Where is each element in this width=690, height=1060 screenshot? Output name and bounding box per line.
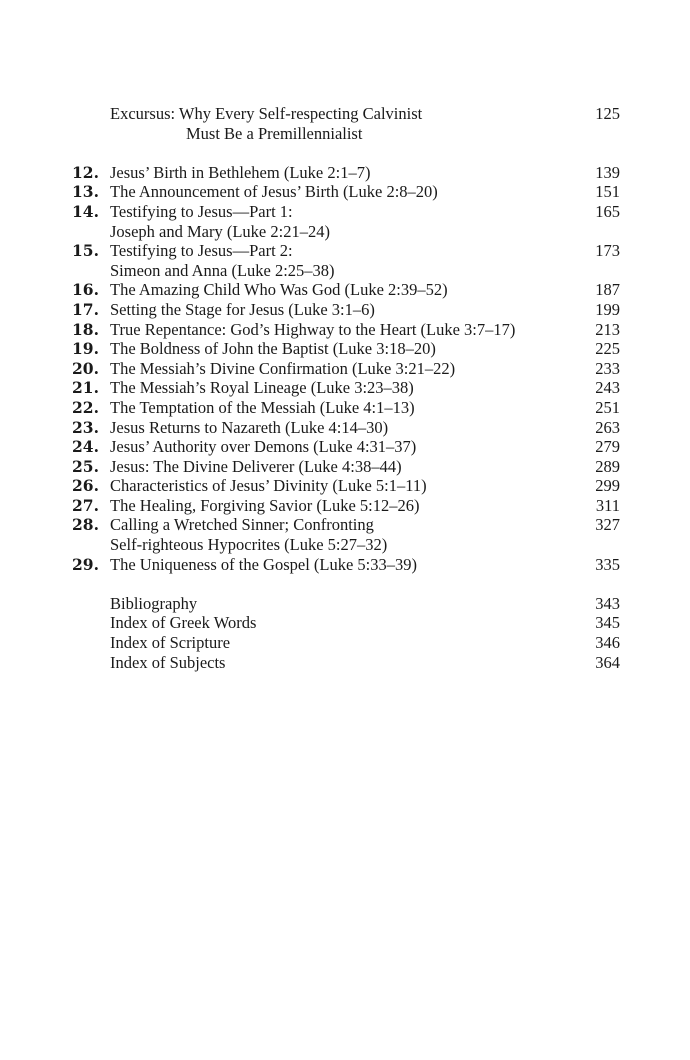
entry-page: 343 bbox=[595, 593, 620, 613]
entry-title: Jesus Returns to Nazareth (Luke 4:14–30) bbox=[110, 417, 389, 437]
entry-page: 173 bbox=[595, 241, 620, 261]
entry-number: 28. bbox=[72, 515, 99, 535]
entry-number: 17. bbox=[72, 299, 99, 319]
entry-number: 19. bbox=[72, 339, 99, 359]
toc-entry[interactable] bbox=[72, 476, 620, 496]
entry-title: Characteristics of Jesus’ Divinity (Luke 5:1–11) bbox=[110, 476, 427, 496]
spacer bbox=[72, 143, 620, 163]
entry-title: Setting the Stage for Jesus (Luke 3:1–6) bbox=[110, 299, 375, 319]
spacer bbox=[72, 574, 620, 594]
entry-page: 243 bbox=[595, 378, 620, 398]
entry-number: 27. bbox=[72, 495, 99, 515]
toc-entry[interactable] bbox=[72, 633, 620, 653]
entry-number: 29. bbox=[72, 554, 99, 574]
toc-entry[interactable] bbox=[72, 398, 620, 418]
back-matter-list bbox=[72, 594, 620, 672]
toc-entry[interactable] bbox=[72, 241, 620, 280]
toc-entry[interactable] bbox=[72, 339, 620, 359]
entry-title: The Announcement of Jesus’ Birth (Luke 2:8–20) bbox=[110, 182, 438, 202]
entry-page: 139 bbox=[595, 162, 620, 182]
entry-page: 299 bbox=[595, 476, 620, 496]
entry-number: 22. bbox=[72, 397, 99, 417]
entry-page: 335 bbox=[595, 554, 620, 574]
entry-number: 26. bbox=[72, 476, 99, 496]
entry-title: Jesus’ Authority over Demons (Luke 4:31–37) bbox=[110, 437, 417, 457]
entry-number: 15. bbox=[72, 241, 99, 261]
entry-page: 125 bbox=[595, 104, 620, 123]
table-of-contents bbox=[72, 104, 620, 672]
entry-page: 263 bbox=[595, 417, 620, 437]
entry-page: 199 bbox=[595, 299, 620, 319]
entry-page: 251 bbox=[595, 397, 620, 417]
entry-number: 20. bbox=[72, 358, 99, 378]
toc-entry[interactable] bbox=[72, 555, 620, 575]
toc-entry[interactable] bbox=[72, 300, 620, 320]
toc-entry[interactable] bbox=[72, 280, 620, 300]
entry-number: 25. bbox=[72, 456, 99, 476]
entry-title: Testifying to Jesus—Part 2: Simeon and Anna (Luke 2:25–38) bbox=[110, 241, 335, 280]
entry-page: 233 bbox=[595, 358, 620, 378]
entry-number: 21. bbox=[72, 378, 99, 398]
toc-entry[interactable] bbox=[72, 457, 620, 477]
entry-page: 187 bbox=[595, 280, 620, 300]
entry-title: Bibliography bbox=[110, 593, 198, 613]
toc-entry[interactable] bbox=[72, 418, 620, 438]
entry-page: 165 bbox=[595, 201, 620, 221]
entry-title: The Messiah’s Royal Lineage (Luke 3:23–38) bbox=[110, 378, 414, 398]
entry-number: 23. bbox=[72, 417, 99, 437]
toc-entry-excursus[interactable] bbox=[72, 104, 620, 143]
entry-page: 213 bbox=[595, 319, 620, 339]
toc-entry[interactable] bbox=[72, 515, 620, 554]
chapter-list bbox=[72, 163, 620, 574]
toc-entry[interactable] bbox=[72, 653, 620, 673]
entry-page: 289 bbox=[595, 456, 620, 476]
entry-page: 225 bbox=[595, 339, 620, 359]
entry-title: Index of Subjects bbox=[110, 652, 226, 672]
entry-page: 346 bbox=[595, 633, 620, 653]
toc-entry[interactable] bbox=[72, 594, 620, 614]
toc-entry[interactable] bbox=[72, 613, 620, 633]
entry-page: 364 bbox=[595, 652, 620, 672]
entry-title: The Uniqueness of the Gospel (Luke 5:33–39) bbox=[110, 554, 418, 574]
entry-title: Excursus: Why Every Self-respecting Calvinist Must Be a Premillennialist bbox=[110, 104, 423, 143]
toc-entry[interactable] bbox=[72, 202, 620, 241]
entry-page: 151 bbox=[595, 182, 620, 202]
entry-number: 13. bbox=[72, 182, 99, 202]
entry-number: 24. bbox=[72, 437, 99, 457]
entry-page: 311 bbox=[595, 495, 620, 515]
entry-title: Jesus’ Birth in Bethlehem (Luke 2:1–7) bbox=[110, 162, 371, 182]
toc-entry[interactable] bbox=[72, 182, 620, 202]
entry-title: The Amazing Child Who Was God (Luke 2:39–52) bbox=[110, 280, 448, 300]
entry-title: Calling a Wretched Sinner; Confronting Self-righteous Hypocrites (Luke 5:27–32) bbox=[110, 515, 388, 555]
entry-number: 16. bbox=[72, 280, 99, 300]
entry-page: 279 bbox=[595, 437, 620, 457]
entry-title: Index of Greek Words bbox=[110, 613, 257, 633]
entry-number: 18. bbox=[72, 319, 99, 339]
toc-entry[interactable] bbox=[72, 359, 620, 379]
entry-page: 345 bbox=[595, 613, 620, 633]
entry-number: 12. bbox=[72, 162, 99, 182]
entry-title: The Healing, Forgiving Savior (Luke 5:12–26) bbox=[110, 495, 420, 515]
entry-title: The Boldness of John the Baptist (Luke 3:18–20) bbox=[110, 339, 436, 359]
entry-title: Jesus: The Divine Deliverer (Luke 4:38–44) bbox=[110, 456, 402, 476]
toc-entry[interactable] bbox=[72, 320, 620, 340]
entry-page: 327 bbox=[595, 515, 620, 535]
entry-number: 14. bbox=[72, 201, 99, 221]
toc-entry[interactable] bbox=[72, 163, 620, 183]
toc-entry[interactable] bbox=[72, 496, 620, 516]
toc-entry[interactable] bbox=[72, 378, 620, 398]
entry-title: The Temptation of the Messiah (Luke 4:1–13) bbox=[110, 397, 415, 417]
entry-title: Index of Scripture bbox=[110, 633, 231, 653]
entry-title: Testifying to Jesus—Part 1: Joseph and Mary (Luke 2:21–24) bbox=[110, 201, 330, 241]
toc-entry[interactable] bbox=[72, 437, 620, 457]
entry-title: The Messiah’s Divine Confirmation (Luke 3:21–22) bbox=[110, 358, 456, 378]
entry-title: True Repentance: God’s Highway to the Heart (Luke 3:7–17) bbox=[110, 319, 516, 339]
